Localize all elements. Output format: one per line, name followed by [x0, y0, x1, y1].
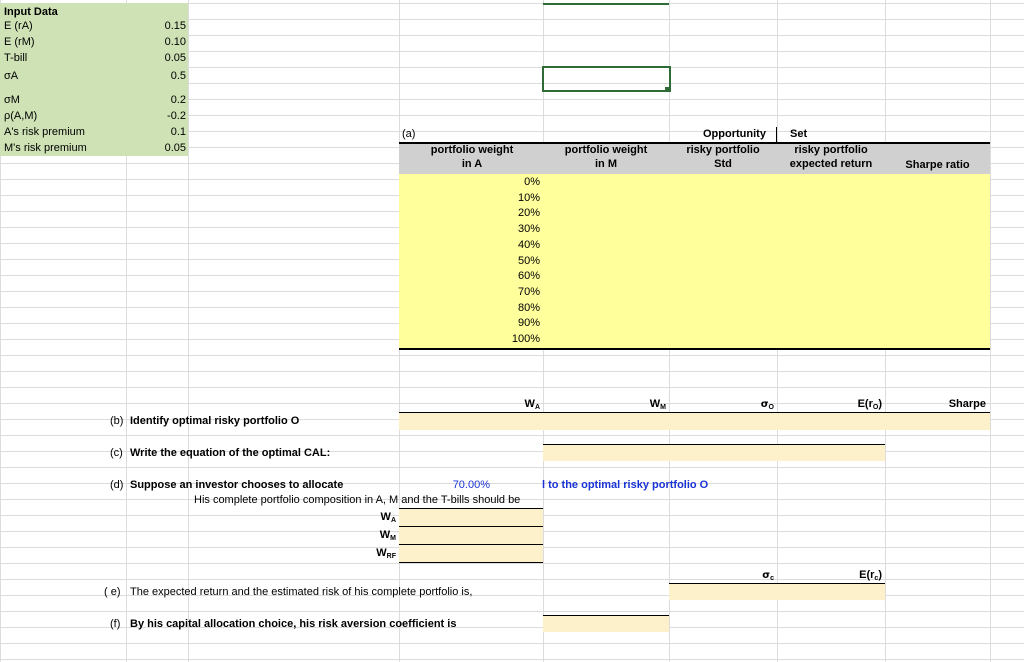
part-d-line2: His complete portfolio composition in A, M and the T-bills should be [194, 494, 521, 506]
header-risky-return: risky portfolio expected return [789, 144, 873, 170]
part-b-label: (b) [110, 415, 124, 427]
label-wa: WA [380, 511, 396, 524]
cal-top-border [543, 444, 885, 445]
wrf-bottom-border [399, 562, 543, 563]
weight-a-cell[interactable]: 80% [517, 301, 540, 314]
part-d-text: Suppose an investor chooses to allocate [130, 479, 344, 491]
weight-a-cell[interactable]: 30% [517, 223, 540, 236]
complete-portfolio-stats-fill [669, 584, 885, 600]
part-c-text: Write the equation of the optimal CAL: [130, 447, 331, 459]
input-value[interactable]: -0.2 [167, 110, 186, 122]
weight-a-cell[interactable]: 50% [517, 254, 540, 267]
input-value[interactable]: 0.15 [164, 20, 186, 32]
input-label: E (rM) [4, 36, 35, 48]
weight-a-cell[interactable]: 10% [517, 191, 540, 204]
col-wa: WA [524, 398, 540, 411]
weight-a-cell[interactable]: 20% [517, 207, 540, 220]
input-value[interactable]: 0.05 [164, 142, 186, 154]
input-value[interactable]: 0.05 [164, 52, 186, 64]
table-bottom-border [399, 348, 990, 350]
allocation-percent[interactable]: 70.00% [452, 479, 490, 491]
input-label: ρ(A,M) [4, 110, 38, 122]
weight-a-cell[interactable]: 100% [511, 333, 540, 345]
weight-a-cell[interactable]: 60% [517, 270, 540, 283]
part-f-text: By his capital allocation choice, his risk aversion coefficient is [130, 618, 457, 630]
input-value[interactable]: 0.10 [164, 36, 186, 48]
f-top-border [543, 615, 669, 616]
optimal-risky-row-fill [399, 413, 990, 430]
col-sigma-c: σc [762, 570, 774, 582]
input-value[interactable]: 0.1 [170, 126, 186, 138]
part-d-label: (d) [110, 479, 124, 491]
label-wm: WM [379, 529, 396, 542]
weight-a-cell[interactable]: 0% [524, 176, 540, 188]
wrf-top-border [399, 544, 543, 545]
input-label: T-bill [4, 52, 28, 64]
part-d-suffix: l to the optimal risky portfolio O [542, 479, 709, 491]
header-risky-std: risky portfolio Std [686, 144, 760, 170]
opportunity-title-set: Set [790, 128, 808, 140]
col-sharpe: Sharpe [948, 398, 986, 410]
part-f-label: (f) [110, 618, 121, 630]
cal-equation-fill [543, 445, 885, 461]
fill-handle[interactable] [665, 87, 670, 92]
part-e-text: The expected return and the estimated risk of his complete portfolio is, [130, 586, 473, 598]
weight-a-cell[interactable]: 70% [517, 285, 540, 298]
wa-top-border [399, 508, 543, 509]
input-label: M's risk premium [4, 142, 87, 154]
input-label: σA [4, 70, 19, 82]
col-sigma-o: σO [760, 399, 774, 411]
opportunity-title: Opportunity [703, 128, 766, 140]
weight-a-cell[interactable]: 90% [517, 317, 540, 330]
col-er-c: E(rc) [859, 569, 882, 582]
part-e-label: ( e) [104, 586, 121, 598]
input-value[interactable]: 0.5 [170, 70, 186, 82]
part-b-text: Identify optimal risky portfolio O [130, 415, 300, 427]
weight-a-cell[interactable]: 40% [517, 238, 540, 251]
header-weight-m: portfolio weight in M [564, 144, 648, 170]
selected-cell[interactable] [542, 66, 671, 92]
part-c-label: (c) [110, 447, 123, 459]
input-data-title: Input Data [4, 6, 58, 18]
top-cell-border [543, 3, 669, 5]
input-label: E (rA) [4, 20, 33, 32]
input-value[interactable]: 0.2 [170, 94, 186, 106]
part-a-label: (a) [402, 128, 416, 140]
opportunity-divider [776, 127, 777, 142]
header-weight-a: portfolio weight in A [430, 144, 514, 170]
header-sharpe-ratio: Sharpe ratio [905, 159, 970, 171]
label-wrf: WRF [376, 547, 396, 560]
col-wm: WM [649, 398, 666, 411]
weight-cells-fill [399, 509, 543, 563]
risk-aversion-fill [543, 616, 669, 632]
col-er-o: E(rO) [857, 398, 882, 411]
wm-top-border [399, 526, 543, 527]
input-label: A's risk premium [4, 126, 85, 138]
input-label: σM [4, 94, 20, 106]
